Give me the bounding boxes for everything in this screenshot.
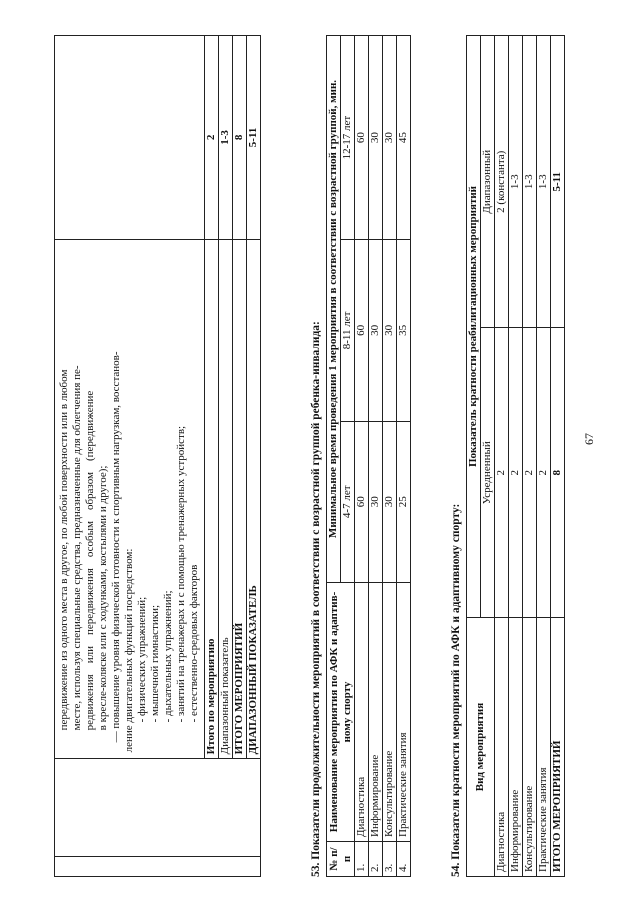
row-value: 30 — [369, 36, 383, 240]
table-row — [369, 36, 383, 877]
summary-label: Итого по мероприятию — [205, 239, 219, 759]
row-range: 2 (константа) — [495, 36, 509, 328]
sub-item: - занятий на тренажерах и с помощью тренажерных устройств; — [175, 425, 187, 723]
sub-item: - естественно-средовых факторов — [188, 564, 200, 723]
durations-table — [326, 35, 411, 877]
cell-empty — [55, 759, 261, 856]
row-avg: 2 — [537, 328, 551, 618]
sub-item: - физических упражнений; — [136, 596, 148, 723]
sub-item: - мышечной гимнастики; — [149, 604, 161, 723]
row-value: 45 — [397, 36, 411, 240]
header-no: № п/п — [327, 842, 355, 877]
header-name: Наименование мероприятия по АФК и адаптив- ному спорту — [327, 583, 355, 842]
cell-description — [55, 239, 205, 759]
summary-value: 5-11 — [247, 36, 261, 240]
section-53-title: 53. Показатели продолжительности мероприятий в соответствии с возрастной группой ребенка-инвалида: — [310, 321, 322, 877]
summary-label: ИТОГО МЕРОПРИЯТИЙ — [233, 239, 247, 759]
row-avg: 2 — [509, 328, 523, 618]
row-name: Диагностика — [355, 583, 369, 842]
row-value: 35 — [397, 240, 411, 421]
row-no: 4. — [397, 842, 411, 877]
total-avg: 8 — [551, 328, 565, 618]
table-row — [537, 36, 551, 877]
row-value: 60 — [355, 36, 369, 240]
header-age: 12-17 лет — [341, 36, 355, 240]
header-age: 8-11 лет — [341, 240, 355, 421]
dash-item: — повышение уровня физической готовности к спортивным нагрузкам, восстанов- — [110, 351, 122, 743]
summary-value: 2 — [205, 36, 219, 240]
row-no: 1. — [355, 842, 369, 877]
row-range: 1-3 — [509, 36, 523, 328]
table-row — [495, 36, 509, 877]
row-value: 60 — [355, 421, 369, 582]
row-range: 1-3 — [537, 36, 551, 328]
summary-label: Диапазонный показатель — [219, 239, 233, 759]
row-name: Консультирование — [383, 583, 397, 842]
row-no: 3. — [383, 842, 397, 877]
row-value: 30 — [383, 36, 397, 240]
header-avg: Усредненный — [481, 328, 495, 618]
summary-label: ДИАПАЗОННЫЙ ПОКАЗАТЕЛЬ — [247, 239, 261, 759]
row-value: 25 — [397, 421, 411, 582]
row-no: 2. — [369, 842, 383, 877]
table-row — [383, 36, 397, 877]
continuation-table — [54, 35, 261, 877]
total-name: ИТОГО МЕРОПРИЯТИЙ — [551, 618, 565, 877]
header-age: 4-7 лет — [341, 421, 355, 582]
page-number: 67 — [582, 433, 596, 445]
row-value: 30 — [383, 240, 397, 421]
row-name: Практические занятия — [397, 583, 411, 842]
row-range: 1-3 — [523, 36, 537, 328]
summary-value: 8 — [233, 36, 247, 240]
row-value: 60 — [355, 240, 369, 421]
row-name: Консультирование — [523, 618, 537, 877]
text-line: передвижение из одного места в другое, по любой поверхности или в любом — [58, 369, 70, 731]
table-row — [509, 36, 523, 877]
header-group: Минимальное время проведения 1 мероприятия в соответствии с возрастной группой, мин. — [327, 36, 341, 583]
cell-empty — [55, 36, 205, 240]
text-line: редвижения или передвижения особым образом (передвижение — [84, 390, 96, 731]
text-line: в кресле-коляске или с ходунками, костылями и другое); — [97, 465, 109, 731]
row-avg: 2 — [523, 328, 537, 618]
header-range: Диапазонный — [481, 36, 495, 328]
frequency-table — [466, 35, 565, 877]
row-name: Диагностика — [495, 618, 509, 877]
row-value: 30 — [369, 240, 383, 421]
header-group: Показатель кратности реабилитационных мероприятий — [467, 36, 481, 618]
table-row — [397, 36, 411, 877]
dash-item-cont: ление двигательных функций посредством: — [123, 548, 135, 753]
row-name: Информирование — [369, 583, 383, 842]
row-value: 30 — [369, 421, 383, 582]
table-row — [523, 36, 537, 877]
table-row-total — [551, 36, 565, 877]
row-avg: 2 — [495, 328, 509, 618]
sub-item: - дыхательных упражнений; — [162, 590, 174, 723]
header-kind: Вид мероприятия — [467, 618, 495, 877]
summary-value: 1-3 — [219, 36, 233, 240]
table-row — [355, 36, 369, 877]
row-name: Практические занятия — [537, 618, 551, 877]
row-value: 30 — [383, 421, 397, 582]
cell-empty — [55, 856, 261, 876]
row-name: Информирование — [509, 618, 523, 877]
section-54-title: 54. Показатели кратности мероприятий по АФК и адаптивному спорту: — [450, 503, 462, 877]
text-line: месте, используя специальные средства, предназначенные для облегчения пе- — [71, 365, 83, 731]
total-range: 5-11 — [551, 36, 565, 328]
